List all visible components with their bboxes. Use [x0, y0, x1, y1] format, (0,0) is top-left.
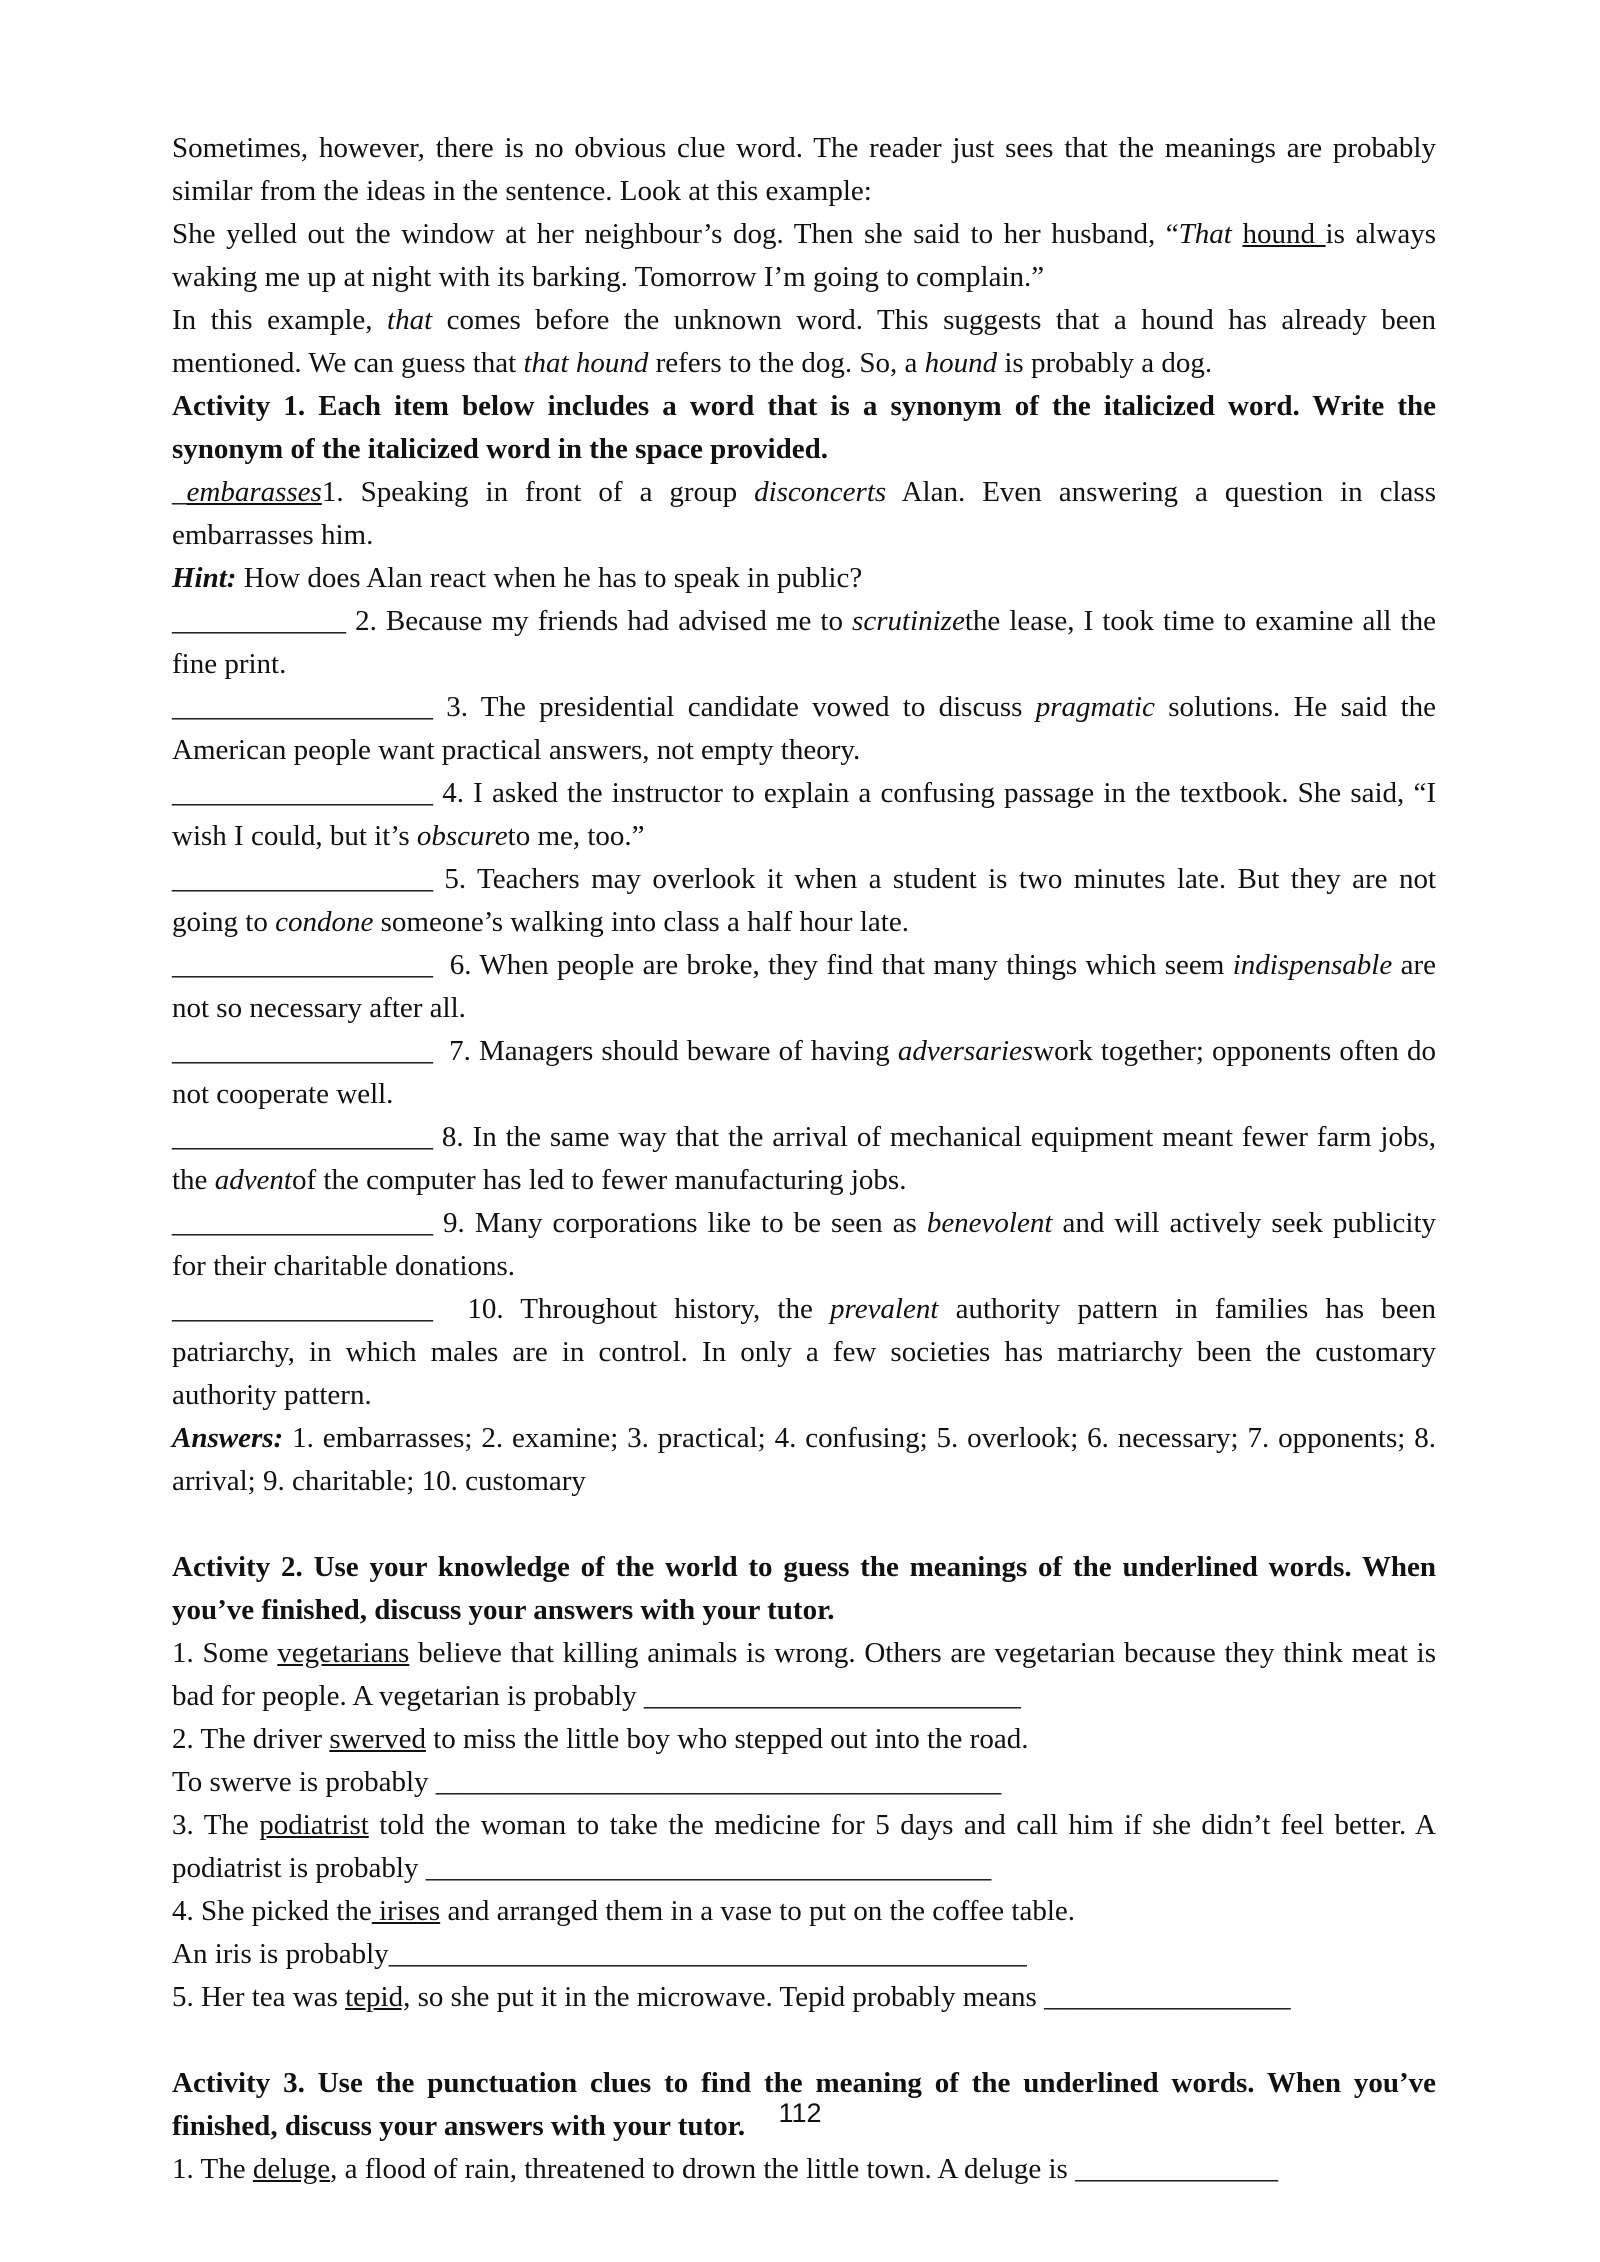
item-text: 10. Throughout history, the [467, 1293, 830, 1325]
explanation-italic: hound [924, 347, 998, 379]
underlined-word: swerved [329, 1723, 426, 1755]
question-text: 3. The [172, 1809, 260, 1841]
answer-blank: __________________________ [643, 1680, 1021, 1712]
answers-line [172, 1417, 1436, 1503]
question-text: 5. Her tea was [172, 1981, 346, 2013]
answer-blank: _______________________________________ [425, 1852, 992, 1884]
page-content [172, 127, 1436, 2191]
activity1-item-8 [172, 1116, 1436, 1202]
item-text: work together; opponents often do not cooperate well. [172, 1035, 1436, 1110]
activity3-heading: Activity 3. Use the punctuation clues to find the meaning of the underlined words. When you’ve finished, discuss your answers with your tutor. [172, 2067, 1436, 2142]
activity1-item-4 [172, 772, 1436, 858]
italic-word: advent [214, 1164, 292, 1196]
explanation-italic: that [387, 304, 433, 336]
question-text: 2. The driver [172, 1723, 330, 1755]
activity1-item-1 [172, 471, 1436, 557]
answer-blank: __________________ [172, 949, 450, 981]
item-text: someone’s walking into class a half hour late. [373, 906, 909, 938]
activity2-question-3 [172, 1804, 1436, 1890]
spacer [172, 2019, 1436, 2062]
intro-paragraph [172, 127, 1436, 213]
question-text: so she put it in the microwave. Tepid probably means [410, 1981, 1045, 2013]
activity3-question-1 [172, 2148, 1436, 2191]
underlined-word: irises [371, 1895, 441, 1927]
italic-word: scrutinize [852, 605, 965, 637]
activity2-question-4 [172, 1890, 1436, 1933]
example-text: She yelled out the window at her neighbour’s dog. Then she said to her husband, “ [172, 218, 1179, 250]
intro-text: Sometimes, however, there is no obvious clue word. The reader just sees that the meanings are probably similar from the ideas in the sentence. Look at this example: [172, 132, 1436, 207]
answer-blank: ______________ [1075, 2153, 1279, 2185]
answer-blank: ____________________________________________ [388, 1938, 1027, 1970]
item-text: solutions. He said the American people want practical answers, not empty theory. [172, 691, 1437, 766]
question-text: To swerve is probably [172, 1766, 436, 1798]
activity1-item-6 [172, 944, 1436, 1030]
item-text: authority pattern in families has been patriarchy, in which males are in control. In only a few societies has matriarchy been the customary authority pattern. [172, 1293, 1436, 1411]
explanation-text: comes before the unknown word. This suggests that a hound has already been mentioned. We can guess that [172, 304, 1436, 379]
question-text: told the woman to take the medicine for 5 days and call him if she didn’t feel better. A podiatrist is probably [172, 1809, 1437, 1884]
filled-answer: embarasses [186, 476, 322, 508]
italic-word: benevolent [926, 1207, 1053, 1239]
item-text: are not so necessary after all. [172, 949, 1437, 1024]
underlined-word: deluge [252, 2153, 331, 2185]
item-text: 8. In the same way that the arrival of mechanical equipment meant fewer farm jobs, the [172, 1121, 1437, 1196]
activity1-item-3 [172, 686, 1436, 772]
item-text: 6. When people are broke, they find that many things which seem [449, 949, 1233, 981]
item-text: 3. The presidential candidate vowed to discuss [446, 691, 1036, 723]
item-text: to me, too.” [507, 820, 645, 852]
question-text: and arranged them in a vase to put on the coffee table. [440, 1895, 1076, 1927]
explanation-text: is probably a dog. [997, 347, 1213, 379]
answer-blank: __________________ [172, 1207, 444, 1239]
spacer [172, 1503, 1436, 1546]
question-text: An iris is probably [172, 1938, 389, 1970]
activity1-item-2 [172, 600, 1436, 686]
italic-word: disconcerts [754, 476, 887, 508]
answer-blank: __________________ [172, 863, 445, 895]
italic-word: condone [275, 906, 374, 938]
hint-label: Hint: [172, 562, 237, 594]
italic-word: adversaries [897, 1035, 1034, 1067]
answer-blank: __________________ [172, 691, 447, 723]
hint-line [172, 557, 1436, 600]
underlined-word: podiatrist [259, 1809, 369, 1841]
activity1-item-9 [172, 1202, 1436, 1288]
italic-word: prevalent [829, 1293, 939, 1325]
item-text: the lease, I took time to examine all the fine print. [172, 605, 1436, 680]
activity2-question-1 [172, 1632, 1436, 1718]
answers-text: 1. embarrasses; 2. examine; 3. practical; 4. confusing; 5. overlook; 6. necessary; 7. opponents; 8. arrival; 9. charitable; 10. customary [172, 1422, 1436, 1497]
question-text: to miss the little boy who stepped out into the road. [425, 1723, 1029, 1755]
answer-blank: _________________ [1044, 1981, 1291, 2013]
question-text: believe that killing animals is wrong. Others are vegetarian because they think meat is bad for people. A vegetarian is probably [172, 1637, 1437, 1712]
example-underlined-hound: hound [1242, 218, 1326, 250]
example-space [1232, 218, 1243, 250]
item-text: Alan. Even answering a question in class embarrasses him. [172, 476, 1436, 551]
example-italic-that: That [1178, 218, 1232, 250]
italic-word: indispensable [1232, 949, 1393, 981]
activity2-question-5 [172, 1976, 1436, 2019]
underlined-word: tepid, [345, 1981, 411, 2013]
answer-blank: __________________ [172, 1121, 442, 1153]
answer-blank: ____________ [172, 605, 356, 637]
activity2-question-2 [172, 1718, 1436, 1761]
answer-blank: _ [172, 476, 187, 508]
example-text-end: is always waking me up at night with its barking. Tomorrow I’m going to complain.” [172, 218, 1437, 293]
activity2-question-2-prompt [172, 1761, 1436, 1804]
answer-blank: _______________________________________ [435, 1766, 1002, 1798]
item-text: 9. Many corporations like to be seen as [443, 1207, 927, 1239]
question-text: , a flood of rain, threatened to drown the little town. A deluge is [330, 2153, 1076, 2185]
page-number: 112 [778, 2098, 822, 2128]
italic-word: obscure [416, 820, 508, 852]
item-text: 4. I asked the instructor to explain a confusing passage in the textbook. She said, “I wish I could, but it’s [172, 777, 1436, 852]
explanation-italic: that hound [523, 347, 649, 379]
answers-label: Answers: [172, 1422, 284, 1454]
underlined-word: vegetarians [277, 1637, 410, 1669]
explanation-paragraph [172, 299, 1436, 385]
item-text: 7. Managers should beware of having [449, 1035, 898, 1067]
example-paragraph [172, 213, 1436, 299]
item-text: 1. Speaking in front of a group [321, 476, 755, 508]
explanation-text: refers to the dog. So, a [648, 347, 925, 379]
hint-text: How does Alan react when he has to speak in public? [236, 562, 863, 594]
answer-blank: __________________ [172, 777, 443, 809]
explanation-text: In this example, [172, 304, 388, 336]
activity1-item-5 [172, 858, 1436, 944]
answer-blank: __________________ [172, 1035, 450, 1067]
activity2-question-4-prompt [172, 1933, 1436, 1976]
question-text: 1. The [172, 2153, 253, 2185]
activity1-item-7 [172, 1030, 1436, 1116]
question-text: 4. She picked the [172, 1895, 372, 1927]
item-text: 5. Teachers may overlook it when a student is two minutes late. But they are not going to [172, 863, 1436, 938]
item-text: and will actively seek publicity for their charitable donations. [172, 1207, 1437, 1282]
activity1-heading: Activity 1. Each item below includes a word that is a synonym of the italicized word. Write the synonym of the italicized word in the space provided. [172, 390, 1436, 465]
item-text: of the computer has led to fewer manufacturing jobs. [292, 1164, 907, 1196]
question-text: 1. Some [172, 1637, 278, 1669]
italic-word: pragmatic [1035, 691, 1155, 723]
answer-blank: __________________ [172, 1293, 468, 1325]
activity2-heading: Activity 2. Use your knowledge of the world to guess the meanings of the underlined words. When you’ve finished, discuss your answers with your tutor. [172, 1551, 1436, 1626]
activity1-item-10 [172, 1288, 1436, 1417]
item-text: 2. Because my friends had advised me to [355, 605, 853, 637]
